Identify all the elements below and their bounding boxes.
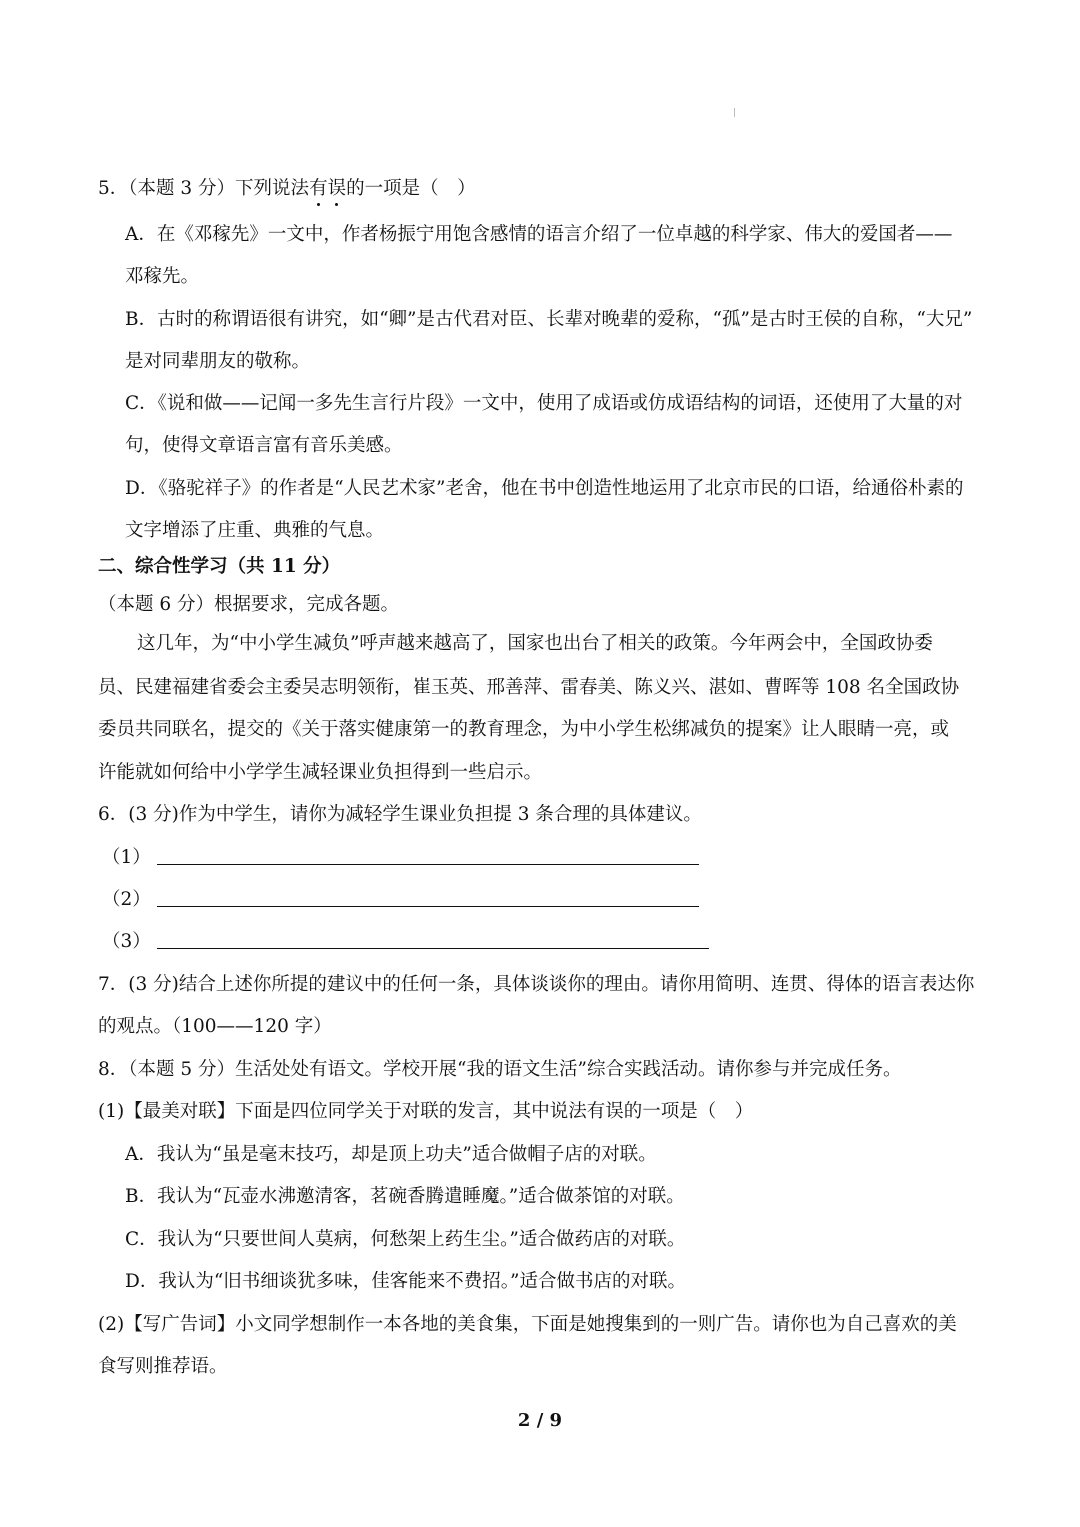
q6-answer-row-3 xyxy=(102,930,709,954)
q5-option-b-line1: B．古时的称谓语很有讲究，如“卿”是古代君对臣、长辈对晚辈的爱称，“孤”是古时王侯的自称，“大兄” xyxy=(125,309,973,330)
q6-answer-blank-1[interactable] xyxy=(157,846,699,865)
q6-answer-row-2 xyxy=(102,888,699,912)
passage-line-4: 许能就如何给中小学学生减轻课业负担得到一些启示。 xyxy=(98,762,543,783)
q5-option-a-line2: 邓稼先。 xyxy=(125,266,200,287)
q6-blank-label-2: （2） xyxy=(102,889,151,910)
q8-stem: 8．（本题 5 分）生活处处有语文。学校开展“我的语文生活”综合实践活动。请你参与并完成任务。 xyxy=(98,1059,902,1080)
q6-answer-row-1 xyxy=(102,846,699,870)
q6-answer-blank-3[interactable] xyxy=(157,930,709,949)
passage-line-2: 员、民建福建省委会主委吴志明领衔，崔玉英、邢善萍、雷春美、陈义兴、湛如、曹晖等 108 名全国政协 xyxy=(98,677,960,698)
q6-blank-label-1: （1） xyxy=(102,847,151,868)
q5-stem-post: 的一项是（ ） xyxy=(346,178,476,199)
q5-stem-emphasis-2: 误 xyxy=(327,178,347,199)
scan-mark xyxy=(734,108,735,117)
q5-option-d-line2: 文字增添了庄重、典雅的气息。 xyxy=(125,520,385,541)
q8-sub2-line-1: (2)【写广告词】小文同学想制作一本各地的美食集，下面是她搜集到的一则广告。请你也为自己喜欢的美 xyxy=(98,1314,957,1335)
q5-option-a-line1: A．在《邓稼先》一文中，作者杨振宁用饱含感情的语言介绍了一位卓越的科学家、伟大的爱国者—— xyxy=(125,224,953,245)
q5-option-c-line2: 句，使得文章语言富有音乐美感。 xyxy=(125,435,403,456)
q6-stem: 6．(3 分)作为中学生，请你为减轻学生课业负担提 3 条合理的具体建议。 xyxy=(98,804,702,825)
q8-option-b: B．我认为“瓦壶水沸邀清客，茗碗香腾遣睡魔。”适合做茶馆的对联。 xyxy=(125,1186,685,1207)
page-number: 2 / 9 xyxy=(517,1410,563,1431)
q5-option-b-line2: 是对同辈朋友的敬称。 xyxy=(125,351,311,372)
q5-option-c-line1: C．《说和做——记闻一多先生言行片段》一文中，使用了成语或仿成语结构的词语，还使用了大量的对 xyxy=(125,393,963,414)
q5-stem-emphasis-1: 有 xyxy=(309,178,328,199)
q5-stem-pre: 5．（本题 3 分）下列说法 xyxy=(98,178,310,199)
q5-option-d-line1: D．《骆驼祥子》的作者是“人民艺术家”老舍，他在书中创造性地运用了北京市民的口语，给通俗朴素的 xyxy=(125,478,964,499)
q7-line-1: 7．(3 分)结合上述你所提的建议中的任何一条，具体谈谈你的理由。请你用简明、连贯、得体的语言表达你 xyxy=(98,974,975,995)
section-heading: 二、综合性学习（共 11 分） xyxy=(98,556,341,577)
q7-line-2: 的观点。（100——120 字） xyxy=(98,1016,332,1037)
q8-option-d: D．我认为“旧书细谈犹多味，佳客能来不费招。”适合做书店的对联。 xyxy=(125,1271,687,1292)
q8-option-a: A．我认为“虽是毫末技巧，却是顶上功夫”适合做帽子店的对联。 xyxy=(125,1144,657,1165)
q8-sub2-line-2: 食写则推荐语。 xyxy=(98,1356,228,1377)
q8-sub1: (1)【最美对联】下面是四位同学关于对联的发言，其中说法有误的一项是（ ） xyxy=(98,1101,754,1122)
q6-blank-label-3: （3） xyxy=(102,931,151,952)
q8-option-c: C．我认为“只要世间人莫病，何愁架上药生尘。”适合做药店的对联。 xyxy=(125,1229,686,1250)
q6-answer-blank-2[interactable] xyxy=(157,888,699,907)
q5-stem xyxy=(98,177,476,201)
passage-line-3: 委员共同联名，提交的《关于落实健康第一的教育理念，为中小学生松绑减负的提案》让人眼睛一亮，或 xyxy=(98,719,950,740)
passage-line-1: 这几年，为“中小学生减负”呼声越来越高了，国家也出台了相关的政策。今年两会中，全国政协委 xyxy=(137,633,933,654)
section-intro: （本题 6 分）根据要求，完成各题。 xyxy=(98,594,400,615)
